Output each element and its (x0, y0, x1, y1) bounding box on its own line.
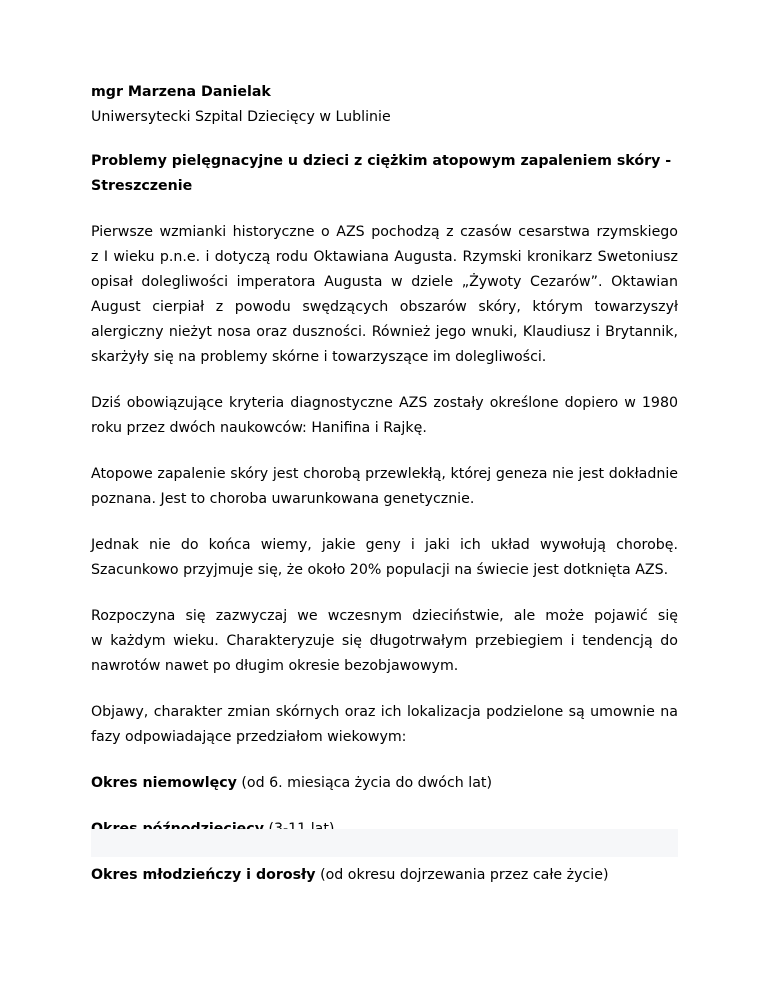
author-affiliation: Uniwersytecki Szpital Dziecięcy w Lublinie (91, 109, 391, 125)
paragraph-line: Atopowe zapalenie skóry jest chorobą przewlekłą, której geneza nie jest dokładnie (91, 466, 678, 482)
paragraph-line: Jednak nie do końca wiemy, jakie geny i jaki ich układ wywołują chorobę. (91, 537, 678, 553)
paragraph-line: August cierpiał z powodu swędzących obszarów skóry, którym towarzyszył (91, 299, 678, 315)
paragraph-line: Szacunkowo przyjmuje się, że około 20% populacji na świecie jest dotknięta AZS. (91, 562, 669, 578)
title-line: Problemy pielęgnacyjne u dzieci z ciężkim atopowym zapaleniem skóry - (91, 153, 672, 169)
paragraph-line: opisał dolegliwości imperatora Augusta w dziele „Żywoty Cezarów”. Oktawian (91, 274, 678, 290)
period-range: (od 6. miesiąca życia do dwóch lat) (236, 775, 492, 791)
paragraph-symptoms (91, 700, 678, 750)
paragraph-line: Objawy, charakter zmian skórnych oraz ich lokalizacja podzielone są umownie na (91, 704, 678, 720)
paragraph-line: roku przez dwóch naukowców: Hanifina i Rajkę. (91, 420, 427, 436)
paragraph-line: Dziś obowiązujące kryteria diagnostyczne AZS zostały określone dopiero w 1980 (91, 395, 678, 411)
period-item (91, 771, 678, 796)
paragraph-line: Pierwsze wzmianki historyczne o AZS pochodzą z czasów cesarstwa rzymskiego (91, 224, 678, 240)
author-name: mgr Marzena Danielak (91, 84, 271, 100)
paragraph-line: poznana. Jest to choroba uwarunkowana genetycznie. (91, 491, 475, 507)
paragraph-line: alergiczny nieżyt nosa oraz duszności. Również jego wnuki, Klaudiusz i Brytannik, (91, 324, 678, 340)
period-item (91, 863, 678, 888)
shaded-bar (91, 829, 678, 857)
paragraph-line: fazy odpowiadające przedziałom wiekowym: (91, 729, 407, 745)
paragraph-line: nawrotów nawet po długim okresie bezobjawowym. (91, 658, 459, 674)
paragraph-definition (91, 462, 678, 512)
paragraph-onset (91, 604, 678, 679)
paragraph-genetics (91, 533, 678, 583)
paragraph-criteria (91, 391, 678, 441)
period-label: Okres niemowlęcy (91, 775, 237, 791)
paragraph-line: Rozpoczyna się zazwyczaj we wczesnym dzieciństwie, ale może pojawić się (91, 608, 678, 624)
period-label: Okres młodzieńczy i dorosły (91, 867, 316, 883)
title-line: Streszczenie (91, 178, 193, 194)
period-range: (od okresu dojrzewania przez całe życie) (315, 867, 609, 883)
paragraph-line: w każdym wieku. Charakteryzuje się długotrwałym przebiegiem i tendencją do (91, 633, 678, 649)
document-page (91, 80, 678, 888)
paragraph-line: z I wieku p.n.e. i dotyczą rodu Oktawiana Augusta. Rzymski kronikarz Swetoniusz (91, 249, 678, 265)
document-title (91, 149, 678, 199)
paragraph-history (91, 220, 678, 370)
paragraph-line: skarżyły się na problemy skórne i towarzyszące im dolegliwości. (91, 349, 547, 365)
